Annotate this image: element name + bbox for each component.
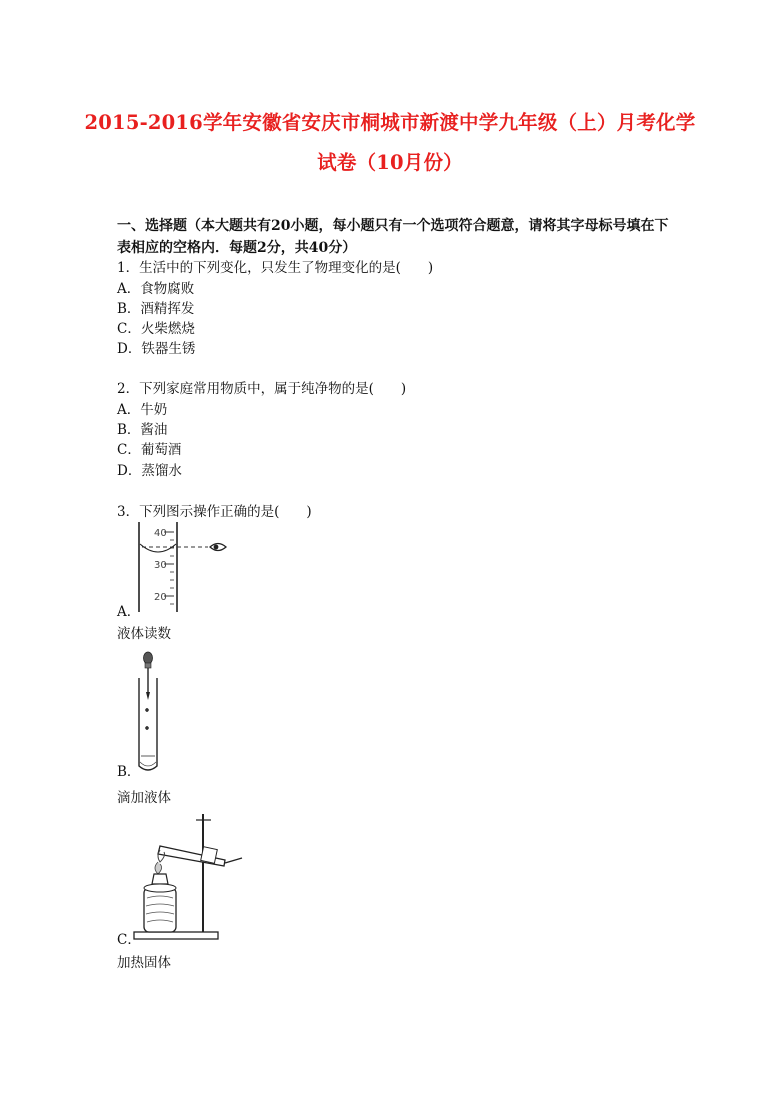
question-3-caption-c: 加热固体 — [117, 955, 171, 971]
question-1-option-b: B．酒精挥发 — [117, 301, 195, 317]
question-2-option-d: D．蒸馏水 — [117, 463, 182, 479]
question-2-option-b: B．酱油 — [117, 422, 168, 438]
question-3-option-a: A． — [117, 604, 141, 620]
cylinder-tick-20: 20 — [154, 592, 167, 603]
figure-heat-solid — [130, 808, 250, 943]
section-heading: 一、选择题（本大题共有20小题，每小题只有一个选项符合题意，请将其字母标号填在下表相应的空格内．每题2分，共40分） — [117, 218, 669, 256]
question-1-option-c: C．火柴燃烧 — [117, 321, 195, 337]
question-1-stem: 1．生活中的下列变化，只发生了物理变化的是( ) — [117, 260, 434, 276]
paper-title-line2: 试卷（10月份） — [317, 151, 463, 174]
question-1-option-a: A．食物腐败 — [117, 281, 195, 297]
cylinder-tick-30: 30 — [154, 560, 167, 571]
question-3-option-c: C． — [117, 932, 141, 948]
figure-liquid-reading — [134, 520, 234, 615]
eye-icon — [210, 544, 226, 551]
question-3-stem: 3．下列图示操作正确的是( ) — [117, 504, 312, 520]
cylinder-tick-40: 40 — [154, 528, 167, 539]
question-2-option-c: C．葡萄酒 — [117, 442, 182, 458]
paper-title-line1: 2015-2016学年安徽省安庆市桐城市新渡中学九年级（上）月考化学 — [84, 111, 696, 134]
question-3-caption-b: 滴加液体 — [117, 790, 171, 806]
figure-add-liquid — [134, 648, 174, 778]
question-2-option-a: A．牛奶 — [117, 402, 168, 418]
question-1-option-d: D．铁器生锈 — [117, 341, 196, 357]
question-3-caption-a: 液体读数 — [117, 626, 171, 642]
question-2-stem: 2．下列家庭常用物质中，属于纯净物的是( ) — [117, 381, 407, 397]
question-3-option-b: B． — [117, 764, 141, 780]
